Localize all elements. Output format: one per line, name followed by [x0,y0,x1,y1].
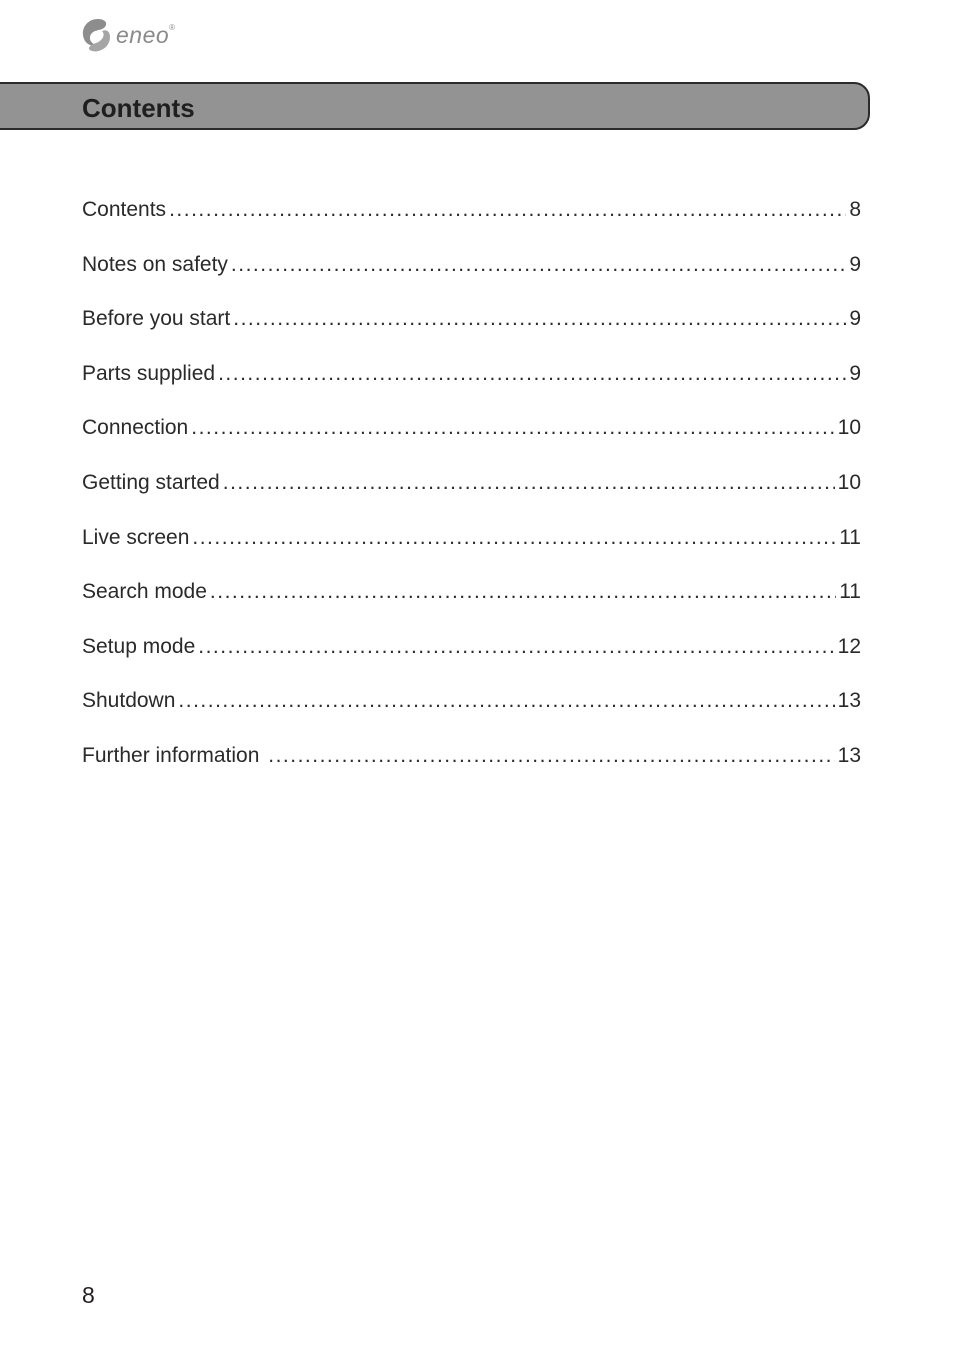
toc-entry-parts-supplied[interactable] [82,356,861,411]
toc-entry-label: Notes on safety [82,252,228,276]
page-title: Contents [82,93,195,123]
table-of-contents [82,192,861,793]
dot-leader [218,356,846,392]
dot-leader [191,410,834,446]
toc-entry-notes-on-safety[interactable] [82,247,861,302]
toc-entry-before-you-start[interactable] [82,301,861,356]
toc-entry-label: Further information [82,743,266,767]
toc-entry-label: Getting started [82,470,220,494]
dot-leader [233,301,846,337]
toc-entry-search-mode[interactable] [82,574,861,629]
toc-entry-label: Parts supplied [82,361,216,385]
brand-logo [80,16,176,58]
dot-leader [268,738,834,774]
toc-entry-page: 9 [849,252,861,276]
toc-entry-setup-mode[interactable] [82,629,861,684]
page-number: 8 [82,1282,95,1308]
toc-entry-shutdown[interactable] [82,683,861,738]
toc-entry-label: Connection [82,416,189,440]
dot-leader [231,247,846,283]
dot-leader [223,465,835,501]
toc-entry-page: 11 [839,580,861,604]
dot-leader [169,192,846,228]
toc-entry-label: Setup mode [82,634,196,658]
toc-entry-page: 10 [837,416,861,440]
dot-leader [198,629,834,665]
eneo-swirl-icon [80,17,114,57]
toc-entry-page: 13 [837,689,861,713]
toc-entry-page: 9 [849,361,861,385]
toc-entry-label: Before you start [82,307,231,331]
toc-entry-page: 8 [849,198,861,221]
dot-leader [178,683,834,719]
dot-leader [210,574,836,610]
toc-entry-further-information[interactable] [82,738,861,793]
toc-entry-contents[interactable] [82,192,861,247]
toc-entry-label: Contents [82,198,167,221]
dot-leader [192,520,836,556]
toc-entry-label: Shutdown [82,689,176,713]
toc-entry-getting-started[interactable] [82,465,861,520]
toc-entry-label: Search mode [82,580,207,604]
logo-text: eneo® [116,21,176,48]
toc-entry-label: Live screen [82,525,190,549]
toc-entry-connection[interactable] [82,410,861,465]
toc-entry-page: 9 [849,307,861,331]
toc-entry-page: 13 [837,743,861,767]
toc-entry-page: 11 [839,525,861,549]
toc-entry-page: 12 [837,634,861,658]
toc-entry-live-screen[interactable] [82,520,861,575]
toc-entry-page: 10 [837,470,861,494]
